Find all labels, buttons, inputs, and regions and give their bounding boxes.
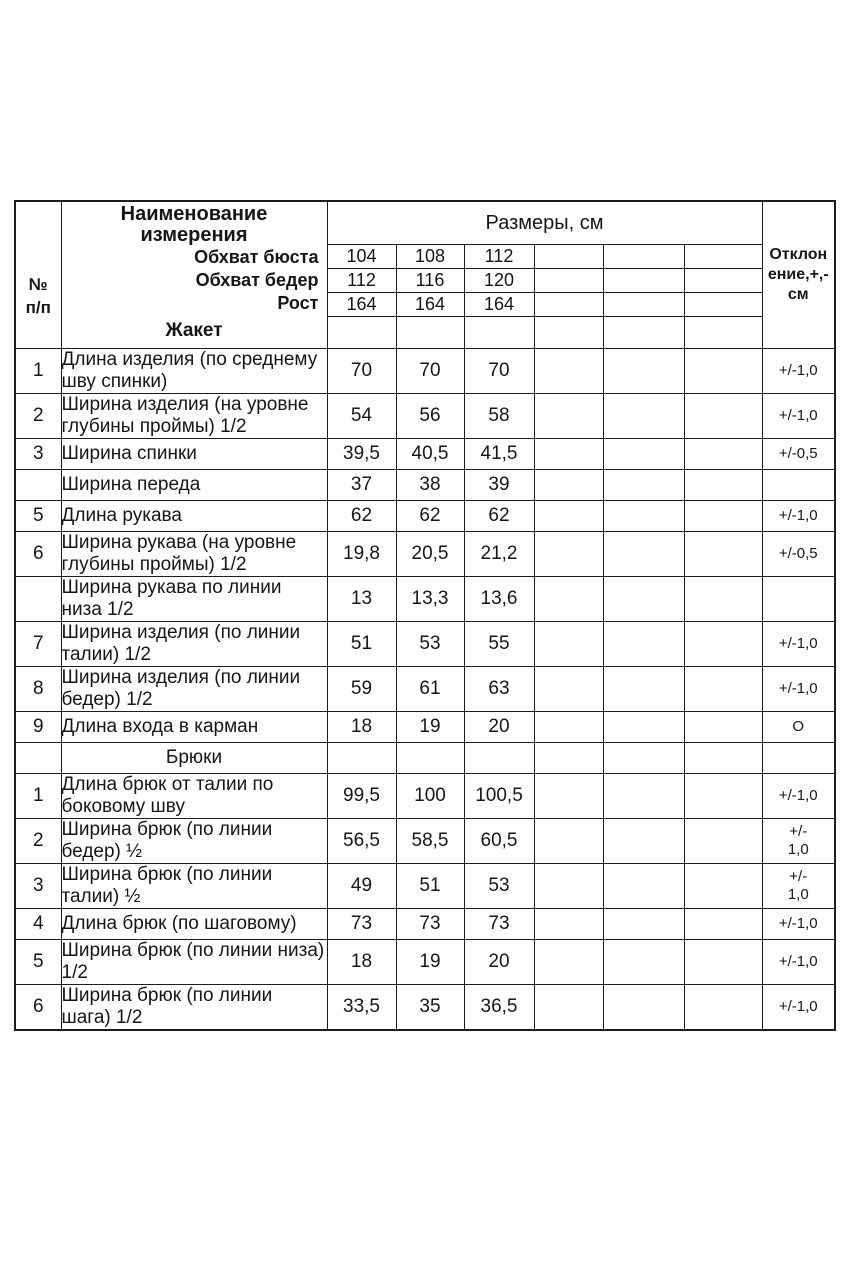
measure-label-height: Рост (277, 293, 319, 313)
size-value-cell (684, 349, 762, 394)
deviation-cell (762, 577, 835, 622)
size-value-cell: 41,5 (464, 439, 534, 470)
size-value-cell (603, 245, 684, 269)
measurement-row (15, 864, 835, 909)
size-value-cell: 51 (396, 864, 464, 909)
row-number-cell: 6 (15, 985, 61, 1031)
size-value-cell: 73 (396, 909, 464, 940)
measurement-name-cell: Ширина изделия (по линии бедер) 1/2 (61, 667, 327, 712)
size-chart-table (14, 200, 836, 1031)
num-header-line-2: п/п (25, 298, 51, 317)
section-title-jacket: Жакет (165, 320, 223, 341)
deviation-value: +/-0,5 (778, 445, 818, 462)
size-value-cell: 13 (327, 577, 396, 622)
empty-cell (464, 317, 534, 349)
size-value-cell: 37 (327, 470, 396, 501)
measure-name-stack (62, 204, 327, 346)
deviation-value: 1,0 (787, 886, 809, 903)
size-value-cell: 54 (327, 394, 396, 439)
size-value-cell (603, 743, 684, 774)
deviation-cell (762, 470, 835, 501)
size-value-cell (534, 269, 603, 293)
deviation-cell (762, 743, 835, 774)
size-value-cell: 99,5 (327, 774, 396, 819)
size-value-cell (603, 293, 684, 317)
size-value-cell (684, 940, 762, 985)
measurement-row (15, 667, 835, 712)
size-value-cell: 73 (327, 909, 396, 940)
size-value-cell (603, 501, 684, 532)
size-value-cell: 164 (396, 293, 464, 317)
size-value-cell: 100,5 (464, 774, 534, 819)
size-value-cell: 58,5 (396, 819, 464, 864)
measurement-name-cell: Длина изделия (по среднему шву спинки) (61, 349, 327, 394)
measurement-row (15, 909, 835, 940)
size-value-cell (603, 712, 684, 743)
size-value-cell (684, 439, 762, 470)
size-value-cell: 164 (327, 293, 396, 317)
deviation-cell (762, 712, 835, 743)
size-value-cell (684, 743, 762, 774)
size-value-cell: 39 (464, 470, 534, 501)
size-value-cell (684, 470, 762, 501)
measurement-row (15, 712, 835, 743)
row-number-cell: 5 (15, 501, 61, 532)
size-value-cell: 104 (327, 245, 396, 269)
measurement-row (15, 349, 835, 394)
size-value-cell: 36,5 (464, 985, 534, 1031)
row-number-cell (15, 743, 61, 774)
row-number-cell: 7 (15, 622, 61, 667)
size-value-cell (603, 940, 684, 985)
size-value-cell (534, 293, 603, 317)
size-value-cell (534, 743, 603, 774)
size-value-cell: 40,5 (396, 439, 464, 470)
measure-name-title-line-2: измерения (140, 224, 248, 246)
size-value-cell (684, 864, 762, 909)
size-value-cell (684, 269, 762, 293)
deviation-column-header (762, 201, 835, 349)
deviation-cell (762, 439, 835, 470)
measurement-row (15, 501, 835, 532)
deviation-header-line-1: Отклон (769, 246, 828, 263)
size-value-cell (534, 501, 603, 532)
deviation-value: +/-1,0 (778, 680, 818, 697)
size-value-cell: 51 (327, 622, 396, 667)
deviation-value: +/-1,0 (778, 998, 818, 1015)
size-value-cell: 13,6 (464, 577, 534, 622)
size-value-cell (684, 667, 762, 712)
deviation-value: +/- (789, 868, 808, 885)
size-value-cell: 18 (327, 940, 396, 985)
deviation-value: +/-1,0 (778, 507, 818, 524)
row-number-cell: 5 (15, 940, 61, 985)
measure-name-title (62, 204, 327, 246)
size-value-cell: 100 (396, 774, 464, 819)
deviation-header-line-3: см (787, 286, 809, 303)
size-value-cell: 18 (327, 712, 396, 743)
deviation-cell (762, 819, 835, 864)
size-value-cell: 164 (464, 293, 534, 317)
measurement-row (15, 622, 835, 667)
row-number-cell: 9 (15, 712, 61, 743)
size-value-cell: 53 (396, 622, 464, 667)
size-value-cell: 62 (396, 501, 464, 532)
size-value-cell: 19,8 (327, 532, 396, 577)
section-title: Брюки (61, 743, 327, 774)
deviation-value: +/- (789, 823, 808, 840)
size-value-cell: 56 (396, 394, 464, 439)
size-value-cell (603, 394, 684, 439)
size-value-cell (534, 819, 603, 864)
section-title-row (15, 743, 835, 774)
size-value-cell (534, 439, 603, 470)
row-number-cell: 4 (15, 909, 61, 940)
empty-cell (603, 317, 684, 349)
deviation-value: +/-1,0 (778, 407, 818, 424)
size-value-cell: 58 (464, 394, 534, 439)
size-value-cell (684, 501, 762, 532)
size-value-cell (684, 245, 762, 269)
measurement-row (15, 532, 835, 577)
num-column-header (15, 201, 61, 349)
table-body (15, 349, 835, 1031)
deviation-cell (762, 501, 835, 532)
deviation-cell (762, 864, 835, 909)
size-value-cell: 60,5 (464, 819, 534, 864)
deviation-cell (762, 349, 835, 394)
size-value-cell (464, 743, 534, 774)
size-value-cell: 63 (464, 667, 534, 712)
size-value-cell (684, 774, 762, 819)
deviation-cell (762, 774, 835, 819)
measure-name-column-header (61, 201, 327, 349)
header-row-top (15, 201, 835, 245)
size-value-cell (684, 819, 762, 864)
size-value-cell: 20 (464, 712, 534, 743)
row-number-cell: 8 (15, 667, 61, 712)
deviation-value: 1,0 (787, 841, 809, 858)
deviation-value: +/-0,5 (778, 545, 818, 562)
size-value-cell (603, 349, 684, 394)
size-value-cell (684, 394, 762, 439)
size-value-cell: 108 (396, 245, 464, 269)
size-value-cell (603, 622, 684, 667)
size-value-cell: 19 (396, 940, 464, 985)
size-value-cell: 20,5 (396, 532, 464, 577)
deviation-cell (762, 622, 835, 667)
size-value-cell: 70 (327, 349, 396, 394)
measurement-name-cell: Ширина переда (61, 470, 327, 501)
size-value-cell (534, 532, 603, 577)
measurement-name-cell: Ширина рукава (на уровне глубины проймы) 1/2 (61, 532, 327, 577)
measurement-row (15, 577, 835, 622)
measurement-row (15, 439, 835, 470)
size-value-cell (684, 909, 762, 940)
size-value-cell (534, 940, 603, 985)
measurement-name-cell: Длина рукава (61, 501, 327, 532)
size-value-cell (603, 909, 684, 940)
empty-cell (684, 317, 762, 349)
deviation-cell (762, 394, 835, 439)
size-value-cell (534, 622, 603, 667)
size-value-cell: 35 (396, 985, 464, 1031)
size-value-cell (603, 985, 684, 1031)
measurement-name-cell: Ширина изделия (на уровне глубины проймы) 1/2 (61, 394, 327, 439)
size-value-cell (534, 864, 603, 909)
deviation-value: О (792, 718, 805, 735)
measurement-name-cell: Длина входа в карман (61, 712, 327, 743)
size-value-cell (534, 470, 603, 501)
size-value-cell (603, 774, 684, 819)
measurement-name-cell: Ширина брюк (по линии бедер) ½ (61, 819, 327, 864)
measurement-name-cell: Ширина брюк (по линии шага) 1/2 (61, 985, 327, 1031)
row-number-cell: 3 (15, 864, 61, 909)
size-value-cell (534, 245, 603, 269)
size-value-cell (534, 985, 603, 1031)
row-number-cell: 2 (15, 394, 61, 439)
size-value-cell: 59 (327, 667, 396, 712)
size-value-cell: 62 (327, 501, 396, 532)
row-number-cell: 1 (15, 349, 61, 394)
measurement-row (15, 774, 835, 819)
measurement-row (15, 985, 835, 1031)
measurement-row (15, 940, 835, 985)
deviation-value: +/-1,0 (778, 953, 818, 970)
size-value-cell (684, 293, 762, 317)
measurement-name-cell: Ширина изделия (по линии талии) 1/2 (61, 622, 327, 667)
size-value-cell: 120 (464, 269, 534, 293)
size-value-cell (603, 864, 684, 909)
deviation-cell (762, 985, 835, 1031)
empty-cell (396, 317, 464, 349)
size-value-cell: 61 (396, 667, 464, 712)
size-value-cell (534, 394, 603, 439)
deviation-cell (762, 532, 835, 577)
row-number-cell (15, 577, 61, 622)
size-value-cell (603, 577, 684, 622)
size-value-cell (396, 743, 464, 774)
size-value-cell (534, 667, 603, 712)
deviation-value: +/-1,0 (778, 787, 818, 804)
sizes-header: Размеры, см (327, 201, 762, 245)
size-value-cell: 112 (464, 245, 534, 269)
size-value-cell: 73 (464, 909, 534, 940)
measurement-name-cell: Ширина рукава по линии низа 1/2 (61, 577, 327, 622)
deviation-value: +/-1,0 (778, 635, 818, 652)
size-value-cell (684, 577, 762, 622)
size-value-cell: 112 (327, 269, 396, 293)
num-header-stack (16, 231, 61, 319)
size-value-cell: 21,2 (464, 532, 534, 577)
num-header-line-1: № (28, 275, 48, 294)
measurement-row (15, 394, 835, 439)
deviation-value: +/-1,0 (778, 915, 818, 932)
size-value-cell: 70 (464, 349, 534, 394)
row-number-cell (15, 470, 61, 501)
size-value-cell: 55 (464, 622, 534, 667)
size-value-cell (603, 819, 684, 864)
size-value-cell: 19 (396, 712, 464, 743)
measurement-name-cell: Длина брюк от талии по боковому шву (61, 774, 327, 819)
size-value-cell (684, 622, 762, 667)
row-number-cell: 1 (15, 774, 61, 819)
size-value-cell (534, 577, 603, 622)
size-value-cell: 53 (464, 864, 534, 909)
measure-name-title-line-1: Наименование (120, 203, 268, 225)
measure-label-bust: Обхват бюста (194, 247, 319, 267)
size-value-cell (327, 743, 396, 774)
deviation-cell (762, 667, 835, 712)
deviation-value: +/-1,0 (778, 362, 818, 379)
size-value-cell: 62 (464, 501, 534, 532)
size-value-cell (603, 667, 684, 712)
size-value-cell (684, 532, 762, 577)
size-value-cell (534, 774, 603, 819)
size-value-cell: 39,5 (327, 439, 396, 470)
deviation-header-stack (763, 245, 835, 305)
size-value-cell (684, 985, 762, 1031)
measurement-row (15, 470, 835, 501)
measurement-name-cell: Ширина брюк (по линии талии) ½ (61, 864, 327, 909)
size-value-cell (603, 439, 684, 470)
size-value-cell: 13,3 (396, 577, 464, 622)
measurement-row (15, 819, 835, 864)
size-value-cell (603, 532, 684, 577)
measurement-name-cell: Длина брюк (по шаговому) (61, 909, 327, 940)
size-value-cell (684, 712, 762, 743)
empty-cell (327, 317, 396, 349)
empty-cell (534, 317, 603, 349)
size-value-cell: 38 (396, 470, 464, 501)
size-value-cell: 116 (396, 269, 464, 293)
measurement-name-cell: Ширина брюк (по линии низа) 1/2 (61, 940, 327, 985)
size-value-cell: 70 (396, 349, 464, 394)
row-number-cell: 6 (15, 532, 61, 577)
row-number-cell: 2 (15, 819, 61, 864)
size-value-cell: 33,5 (327, 985, 396, 1031)
size-value-cell (534, 909, 603, 940)
size-value-cell (534, 712, 603, 743)
measure-label-hips: Обхват бедер (195, 270, 319, 290)
size-value-cell: 56,5 (327, 819, 396, 864)
row-number-cell: 3 (15, 439, 61, 470)
deviation-header-line-2: ение,+,- (767, 266, 829, 283)
deviation-cell (762, 940, 835, 985)
deviation-cell (762, 909, 835, 940)
measurement-name-cell: Ширина спинки (61, 439, 327, 470)
size-value-cell (534, 349, 603, 394)
size-value-cell: 20 (464, 940, 534, 985)
size-value-cell: 49 (327, 864, 396, 909)
size-value-cell (603, 470, 684, 501)
size-value-cell (603, 269, 684, 293)
